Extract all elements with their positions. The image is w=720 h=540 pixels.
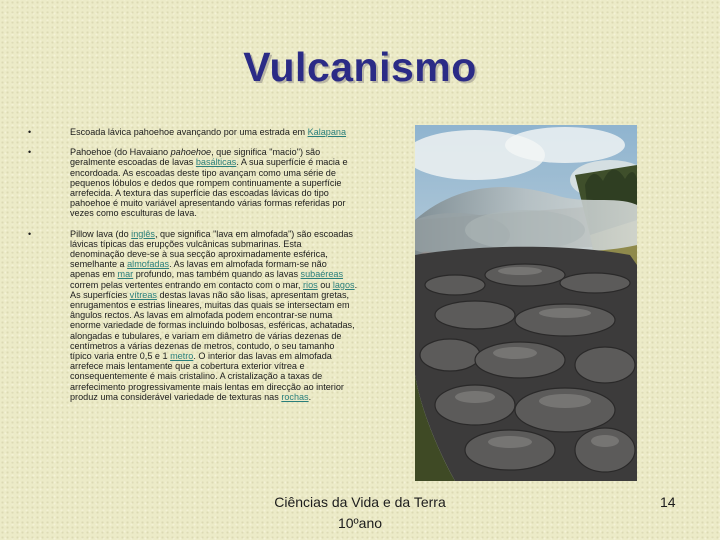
link-metro[interactable]: metro [170, 351, 194, 362]
footer [255, 492, 465, 534]
link-kalapana[interactable]: Kalapana [307, 127, 347, 137]
bullet-marker: • [28, 147, 32, 158]
link-mar[interactable]: mar [117, 269, 134, 280]
lava-flow-photo [415, 125, 637, 481]
bullet-item-3 [28, 229, 358, 402]
page-number: 14 [660, 494, 676, 510]
bullet-marker: • [28, 228, 32, 239]
slide-title: Vulcanismo [243, 44, 477, 90]
bullet-text: destas lavas não são lisas, apresentam gretas, enrugamentos e estrias lineares, muitas das quais se intersectam em ângulos rectos. As lavas em almofada podem encontrar-se numa enorme variedade de formas incluindo bolbosas, esféricas, achatadas, alongadas e tubulares, e variam em diâmetro de várias dezenas de centímetros a várias dezenas de metros, contudo, o seu tamanho típico varia entre 0,5 e 1 [70, 289, 355, 362]
link-almofadas[interactable]: almofadas [127, 259, 170, 270]
bullet-text: . As superfícies [70, 279, 358, 300]
link-basalticas[interactable]: basálticas [195, 157, 237, 168]
bullet-text: , que significa "lava em almofada") são escoadas lávicas típicas das erupções vulcânicas submarinas. Esta denominação deve-se à sua secção aproximadamente esférica, semelhante a [70, 228, 353, 270]
bullet-text: Pahoehoe (do Havaiano [70, 147, 171, 158]
italic-term: pahoehoe [170, 147, 212, 158]
bullet-text: correm pelas vertentes entrando em contacto com o mar, [70, 279, 304, 290]
footer-grade: 10ºano [337, 515, 383, 531]
bullet-marker: • [28, 127, 32, 137]
bullet-item-2 [28, 147, 358, 218]
bullet-text: ou [317, 279, 333, 290]
bullet-list [28, 127, 358, 412]
bullet-text: Escoada lávica pahoehoe avançando por uma estrada em [70, 127, 308, 137]
link-subaereas[interactable]: subaéreas [300, 269, 343, 280]
footer-course: Ciências da Vida e da Terra [274, 494, 446, 510]
link-lagos[interactable]: lagos [332, 279, 355, 290]
bullet-text: , que significa "macio") são geralmente escoadas de lavas [70, 147, 321, 168]
bullet-text: . [308, 391, 312, 402]
bullet-text: . As lavas em almofada formam-se não apenas em [70, 259, 327, 280]
link-vitreas[interactable]: vítreas [129, 289, 157, 300]
bullet-text: profundo, mas também quando as lavas [133, 269, 301, 280]
bullet-text: . A sua superfície é macia e encordoada. As escoadas deste tipo avançam como uma série de pequenos lóbulos e dedos que rompem continuamente a superfície arrefecida. A textura das superfície das escoadas lávicas do tipo pahoehoe é muito variável apresentando várias formas referidas por vezes como esculturas de lava. [70, 157, 348, 219]
link-rochas[interactable]: rochas [281, 391, 309, 402]
bullet-text: Pillow lava (do [70, 228, 132, 239]
link-rios[interactable]: rios [303, 279, 318, 290]
bullet-text: . O interior das lavas em almofada arrefece mais lentamente que a cobertura exterior vítrea e consequentemente é mais cristalino. A cristalização a taxas de arrefecimento progressivamente mais lentas em direcção ao interior produz uma considerável variedade de texturas nas [70, 351, 344, 402]
bullet-item-1 [28, 127, 358, 137]
link-ingles[interactable]: inglês [131, 228, 155, 239]
